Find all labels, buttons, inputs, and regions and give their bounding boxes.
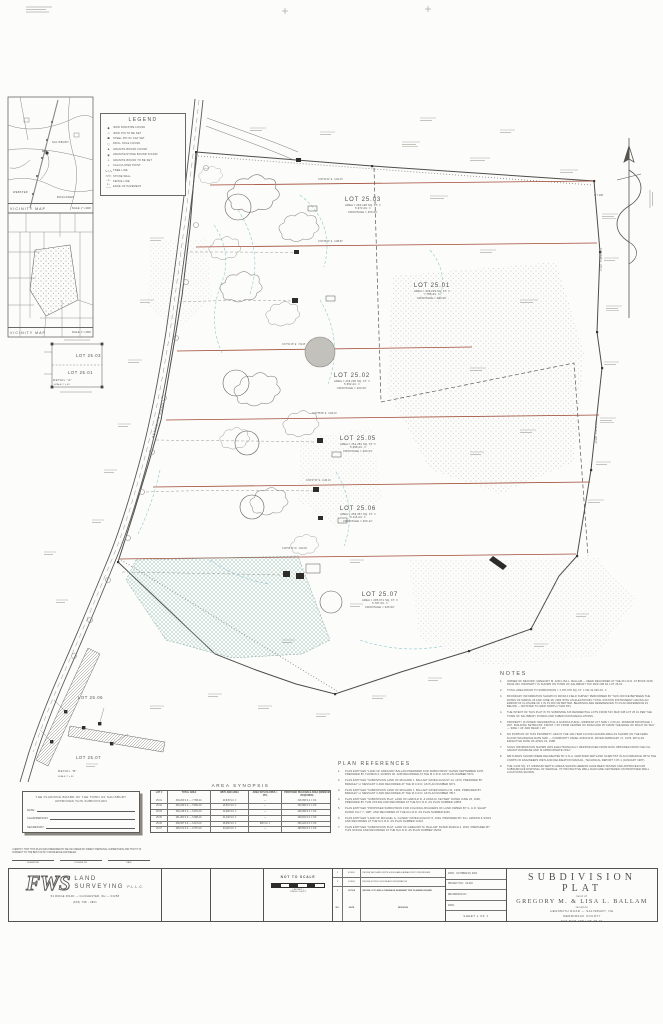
revision-rows (333, 869, 445, 895)
plan-references-title: PLAN REFERENCES (338, 761, 411, 767)
recording-date-row: DATE: (446, 901, 506, 912)
note-item: 5. PLAN ENTITLED "PROPOSED SUBDIVISION FOR COLONIAL BUILDERS OF LAND OWNED BY G. & R. SHAW" DATED JULY 7, 1987, AND RECORDED AT THE M.C.R.D. AS PLAN NUMBER 9340. (338, 807, 487, 814)
detail-b-art (36, 648, 165, 766)
lot-label: LOT 25.01 AREA = 339,203 SQ. FT. ± 7.788 AC. ± FRONTAGE = 200.06' (413, 283, 451, 301)
tax-map-reference: TAX MAP 238 LOT 25.01 (561, 918, 603, 923)
legend-symbol-icon: ○ (107, 131, 110, 136)
map-label: 1" = 100' (594, 194, 604, 197)
approval-chair-row: CHAIRPERSON: (27, 816, 135, 820)
legend-item: ——— EDGE OF PAVEMENT (105, 184, 142, 189)
note-item: 4. THE INTENT OF THIS PLAT IS TO SUBDIVIDE SIX RESIDENTIAL LOTS FROM TAX MAP 238 LOT 25.01 PER THE TOWN OF SALISBURY ZONING AND SUBDIVISION REGULATIONS. (500, 711, 652, 718)
area-synopsis-title: AREA SYNOPSIS (211, 783, 270, 788)
legend-symbol-icon: ◇ (107, 158, 110, 163)
note-item: 1. PLAN ENTITLED "LAND OF GREGORY BALLAM PREPARED FOR SUBDIVISION" DATED SEPTEMBER 1978, PREPARED BY THOMAS F. DOWNS JR. AND RECORDED AT THE M.C.R.D. AS PLAN NUMBER 5074. (338, 770, 484, 777)
note-item: 1. OWNER OF RECORD: GREGORY M. AND LISA L. BALLAM — DEED RECORDED AT THE M.C.R.D. AT BOOK 2165, PAGE 932. PROPERTY IS SHOWN ON TOWN OF SALISBURY TAX MAP 238 AS LOT 25.01. (500, 680, 654, 687)
vicinity-map-2-art (8, 213, 93, 337)
revision-row: 1 12/7/04 REVISE LOT LINES & DRAINAGE EASEMENT PER PLANNING BOARD (333, 887, 445, 895)
map-label: N 87°01'15" E 742.05' (282, 344, 306, 346)
legend-symbol-icon: ▣ (107, 152, 110, 157)
notes-panel (500, 671, 658, 777)
graphic-scale-bar (271, 883, 325, 888)
map-label: SALISBURY (52, 141, 70, 144)
vicinity-map-2-caption: VICINITY MAP SCALE: 1" = 2000' (8, 327, 93, 337)
legend-symbol-icon: ∿∿∿ (104, 168, 113, 173)
legend-symbol-icon: -x-x- (105, 177, 112, 186)
project-number-row: PROJECT NO.: 03-304 (446, 880, 506, 891)
legend-title: LEGEND (128, 117, 158, 123)
notes-list (500, 680, 658, 775)
signature-block (12, 860, 150, 864)
map-label: LOT 25.03 (76, 353, 102, 358)
north-arrow (617, 138, 641, 318)
area-synopsis-table (150, 790, 331, 833)
lot-label: LOT 25.06 AREA = 266,367 SQ. FT. ± 6.115 AC. ± FRONTAGE = 200.12' (339, 506, 377, 524)
lot-label: LOT 25.07 AREA = 295,671 SQ. FT. ± 6.787 AC. ± FRONTAGE = 225.00' (361, 592, 399, 610)
blank-cell (210, 869, 263, 921)
legend-symbol-icon: ——— (105, 184, 112, 189)
project-info-cell (445, 869, 506, 921)
map-label: BOSCAWEN (57, 196, 75, 199)
legend-items (104, 125, 182, 190)
road (20, 99, 298, 782)
scale-label: NOT TO SCALE (280, 875, 316, 879)
legend-symbol-icon: ▭▭▭ (105, 174, 112, 179)
legend-item: ○ IRON PIN TO BE SET (104, 130, 182, 135)
legend-symbol-icon: ◆ (107, 147, 110, 152)
map-label: S 86°58'11" W 1102.66' (282, 548, 308, 550)
map-label: LOT 25.01 (68, 370, 94, 375)
surveyor-certification: I CERTIFY THAT THIS PLAN WAS PREPARED BY ME OR UNDER MY DIRECT PERSONAL SUPERVISION AND THAT IT IS CORRECT TO THE BEST OF MY KNOWLEDGE AND BELIEF. (12, 849, 142, 855)
table-row: 25.02 246,206 S.F. — 5.652 AC. 15,310 S.F. ± — 230,896 S.F. ± OK (151, 803, 330, 809)
map-label: SCALE: 1" = 30' (54, 384, 70, 386)
revision-table (332, 869, 445, 921)
note-item: 9. THE 4,000 SQ. FT. MINIMUM SEPTIC AREAS SHOWN HEREON HAVE BEEN TESTED AND APPROVED FOR SUBSURFACE DISPOSAL OF SEWAGE. 75' PROTECTIVE WELL RADII ARE CENTERED ON PROPOSED WELL LOCATIONS SHOWN. (500, 764, 650, 775)
lot-label: LOT 25.03 AREA = 260,148 SQ. FT. ± 5.972 AC. ± FRONTAGE = 250.00' (344, 197, 382, 215)
note-item: 6. NO PORTION OF THIS PROPERTY LIES IN THE 100-YEAR FLOOD HAZARD AREA AS SHOWN ON THE FEMA FLOOD INSURANCE RATE MAP — COMMUNITY PANEL #330130 B, DATED FEBRUARY 17, 1978, WITH AN EFFECTIVE DATE OF APRIL 16, 1988. (500, 733, 648, 743)
blank-cell (161, 869, 210, 921)
owner-names: GREGORY M. & LISA L. BALLAM (516, 898, 648, 905)
firm-name: LAND SURVEYING P.L.L.C. (74, 876, 144, 890)
note-item: 2. TOTAL AREA PRIOR TO SUBDIVISION = 1,787,076 SQ. FT. ± OR 41.026 AC. ±. (500, 689, 608, 693)
map-label: N 86°55'08" E 1150.40' (312, 413, 337, 415)
signature-line (46, 825, 135, 829)
notes-title: NOTES (500, 671, 527, 677)
project-date-row: DATE: OCTOBER 29, 2004 (446, 869, 506, 880)
map-label: DETAIL "A" (53, 378, 73, 382)
scale-cell: NOT TO SCALE ( IN FEET ) 1 INCH = 100 FT. (263, 869, 332, 921)
site-location: HENSMITH ROAD — SALISBURY, NH (550, 909, 614, 914)
note-item: 7. SOILS INFORMATION SHOWN WAS ELECTRONICALLY REPRODUCED FROM DATA OBTAINED FROM THE N.H. GRANIT DATABASE AND IS APPROXIMATE ONLY. (500, 745, 652, 753)
legend-symbol-icon: ● (107, 125, 110, 130)
note-item: 6. PLAN ENTITLED "LAND OF MICHAEL G. GLINES" DATED AUGUST 8, 1994, PREPARED BY R.H. AMIDON & SONS AND RECORDED AT THE M.C.R.D. AS PLAN NUMBER 12110. (338, 816, 492, 823)
note-item: 3. PLAN ENTITLED "SUBDIVISION LAND OF RICHARD J. BALLAM" DATED MARCH 31, 1983, PREPARED BY BRADLEY H. MESSANT II AND RECORDED AT THE M.C.R.D. AS PLAN NUMBER 7817. (338, 788, 482, 795)
table-body (151, 799, 330, 833)
table-header-row: LOT # TOTAL AREA WETLAND AREA AREA WITH SLOPES > 25% PROPOSED BUILDABLE AREA (MINIMUM REQUIRED) (151, 791, 330, 799)
table-row: 25.01 339,203 S.F. — 7.788 AC. 20,845 S.F. ± — 318,358 S.F. ± OK (151, 799, 330, 804)
sheet-number: SHEET 1 OF 1 (463, 914, 489, 919)
planning-board-approval-box (22, 791, 140, 833)
vicinity-map-1-art (8, 97, 93, 213)
approval-heading: THE PLANNING BOARD OF THE TOWN OF SALISBURY APPROVED THIS SUBDIVISION (35, 795, 127, 804)
legend-symbol-icon: ✛ (107, 163, 110, 168)
legend-item: ◆ GRANITE BOUND FOUND (104, 147, 182, 152)
map-label: S 03°12'40" E 372.11' (599, 248, 601, 272)
note-item: 7. PLAN ENTITLED "SUBDIVISION PLAT, LAND OF GREGORY M. BALLAM" DATED MARCH 4, 2002, PREPARED BY THIS OFFICE AND RECORDED AT THE M.C.R.D. AS PLAN NUMBER 15254. (338, 825, 490, 833)
revision-header-row: NO. DATE REVISION (333, 895, 445, 921)
title-block (8, 868, 658, 922)
area-synopsis-panel (150, 783, 331, 833)
map-label: DETAIL "B" (58, 769, 78, 773)
firm-phone: (603) 798 - 4801 (73, 900, 97, 904)
map-label: LOT 25.06 (78, 695, 104, 700)
map-label: N 86°42'42" E 1193.45' (318, 179, 343, 181)
legend-item: ▣ GRANITE/STONE BOUND FOUND (104, 152, 182, 157)
note-item: 8. WETLANDS SHOWN WERE DELINEATED BY A N.H. CERTIFIED WETLAND SCIENTIST IN ACCORDANCE WITH THE CORPS OF ENGINEERS WETLAND DELINEATION MANUAL, TECHNICAL REPORT Y-87-1 (JANUARY 1987). (500, 755, 657, 762)
legend-item: ∿∿∿ TREE LINE (104, 168, 128, 173)
firm-logo-cell (9, 869, 161, 921)
map-label: WEBSTER (13, 191, 28, 194)
table-row: 25.03 260,148 S.F. — 5.972 AC. 12,082 S.F. ± — 248,066 S.F. ± OK (151, 809, 330, 815)
map-label: SITE (42, 150, 48, 153)
date-label: DATE (108, 860, 150, 864)
legend-item: ✛ CALCULATED POINT (104, 163, 182, 168)
note-item: 2. PLAN ENTITLED "SUBDIVISION LAND OF RICHARD J. BALLAM" DATED AUGUST 24, 1979, PREPARED BY BRADLEY H. MESSANT II AND RECORDED AT THE M.C.R.D. AS PLAN NUMBER 6671. (338, 779, 483, 786)
lot-label: LOT 25.02 AREA = 246,206 SQ. FT. ± 5.652 AC. ± FRONTAGE = 200.00' (333, 373, 371, 391)
revision-row: 2 1/26/05 REVISE NOTES & BOUNDARY INFORMATION (333, 878, 445, 887)
map-label: N 86°47'33" E 1136.19' (306, 480, 331, 482)
table-row: 25.06 266,367 S.F. — 6.115 AC. 28,950 S.F. ± 995 S.F. ± 236,422 S.F. ± OK (151, 821, 330, 827)
note-item: 3. BOUNDARY INFORMATION SHOWN IS FROM A FIELD SURVEY PERFORMED BY THIS OFFICE BETWEEN THE DATES OF MARCH 25 AND JUNE 28, 2004 WITH AN ELECTRONIC TOTAL STATION INSTRUMENT HAVING AN ERROR OF CLOSURE OF 1 IN 15,000 OR BETTER. BEARINGS ARE REFERENCED TO PLAN REFERENCE #1 BELOW — ROTATED TO GRID NORTH ("NAD 83"). (500, 695, 651, 709)
plan-references-list (338, 770, 492, 833)
lot-label: LOT 25.05 AREA = 261,281 SQ. FT. ± 5.998 AC. ± FRONTAGE = 200.04' (339, 436, 377, 454)
legend-panel (100, 113, 186, 196)
plan-references-panel (338, 761, 492, 835)
map-label: SCALE: 1" = 30' (58, 776, 74, 778)
hatched-field (126, 556, 330, 658)
legend-symbol-icon: ■ (107, 136, 110, 141)
legend-item: ■ STEEL PIN W/ CAP SET (104, 136, 182, 141)
recording-number-row: RECORDING NO.: (446, 890, 506, 901)
table-row: 25.07 295,671 S.F. — 6.787 AC. 30,118 S.F. ± — 265,553 S.F. ± OK (151, 826, 330, 832)
legend-item: ▭▭▭ STONE WALL (105, 174, 131, 179)
signature-line (37, 808, 135, 812)
firm-initials: FWS (26, 871, 71, 895)
legend-item: □ DRILL HOLE FOUND (104, 141, 182, 146)
map-label: S 05°44'18" E 408.27' (594, 420, 596, 444)
note-item: 4. PLAN ENTITLED "SUBDIVISION PLAT, LAND OF HAROLD R. & ANNA M. KEYSER" DATED JUNE 26, 1996, PREPARED BY THIS OFFICE AND RECORDED AT THE M.C.R.D. AS PLAN NUMBER 13865. (338, 797, 481, 805)
map-label: HENSMITH ROAD (151, 402, 166, 439)
legend-item: ● IRON ROD/PIPE FOUND (104, 125, 182, 130)
table-row: 25.05 261,281 S.F. — 5.998 AC. 21,440 S.F. ± — 239,841 S.F. ± OK (151, 815, 330, 821)
map-label: LOT 25.07 (76, 755, 102, 760)
approval-date-row: DATE: (27, 808, 135, 812)
drawing-title-cell: SUBDIVISION PLAT land of GREGORY M. & LISA L. BALLAM location HENSMITH ROAD — SALISBURY, NH MERRIMACK COUNTY TAX MAP 238 LOT 25.01 (506, 869, 657, 921)
map-label: N 86°38'20" E 1188.82' (318, 241, 343, 243)
signature-line (50, 816, 135, 820)
license-label: LICENSE NO. (60, 860, 102, 864)
revision-row: 3 4/14/05 REVISE WETLAND LIMITS & BUILDABLE AREAS PER TOWN REVIEW (333, 869, 445, 878)
firm-address: 54 RIDGE ROAD — CHICHESTER, NH — 03258 (50, 895, 120, 899)
legend-item: ◇ GRANITE BOUND TO BE SET (104, 157, 182, 162)
note-item: 5. PROPERTY IS ZONED: RESIDENTIAL & AGRICULTURAL. MINIMUM LOT SIZE = 2.00 AC. MINIMUM FRONTAGE = 200'. BUILDING SETBACKS: FRONT = 50' FROM CENTER OF ROAD AND 35' FROM THE EDGE OF RIGHT OF WAY — SIDE = 20' AND REAR = 20'. (500, 720, 655, 731)
county: MERRIMACK COUNTY (563, 914, 601, 919)
approval-secretary-row: SECRETARY: (27, 825, 135, 829)
legend-symbol-icon: □ (107, 141, 110, 146)
drawing-title: SUBDIVISION PLAT (528, 872, 636, 894)
detail-a-art (44, 340, 103, 392)
legend-item: -x-x- FENCE LINE (105, 177, 130, 186)
vicinity-map-1-caption: VICINITY MAP SCALE: 1" = 2000' (8, 203, 93, 213)
signature-label: SIGNATURE (12, 860, 54, 864)
